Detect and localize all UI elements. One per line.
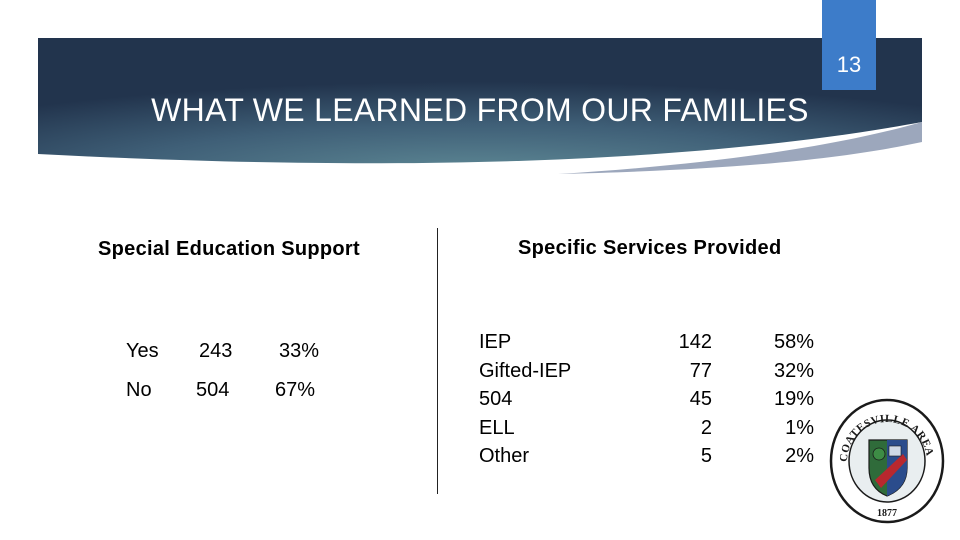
service-count: 142 [678,331,712,353]
services-counts [650,328,712,471]
row-count: 504 [196,379,230,401]
special-education-heading: Special Education Support [98,238,360,260]
service-percent: 1% [785,416,814,439]
row-percent: 33% [279,340,320,362]
slide-title: WHAT WE LEARNED FROM OUR FAMILIES [151,92,809,128]
service-percent: 58% [773,331,814,353]
specific-services-heading: Specific Services Provided [518,237,782,259]
service-percent: 2% [785,445,814,467]
row-count: 243 [199,340,233,362]
service-count: 5 [700,445,712,467]
service-count: 77 [689,359,712,382]
service-label: Gifted-IEP [479,359,572,382]
seal-text-top: COATESVILLE AREA [837,412,936,463]
service-label: IEP [479,331,512,353]
services-percents [752,328,814,471]
column-divider [437,228,438,494]
service-percent: 32% [773,359,814,382]
service-label: Other [479,445,530,467]
service-count: 2 [700,416,712,439]
seal-text-bottom: 1877 [877,508,897,519]
slide-number: 13 [836,52,862,77]
row-percent: 67% [275,379,316,401]
school-district-seal-icon [829,398,945,524]
row-label: Yes [126,340,159,362]
service-count: 45 [689,388,712,410]
service-label: ELL [479,416,515,439]
services-labels [479,328,571,471]
row-label: No [126,379,152,401]
service-label: 504 [479,388,513,410]
service-percent: 19% [773,388,814,410]
